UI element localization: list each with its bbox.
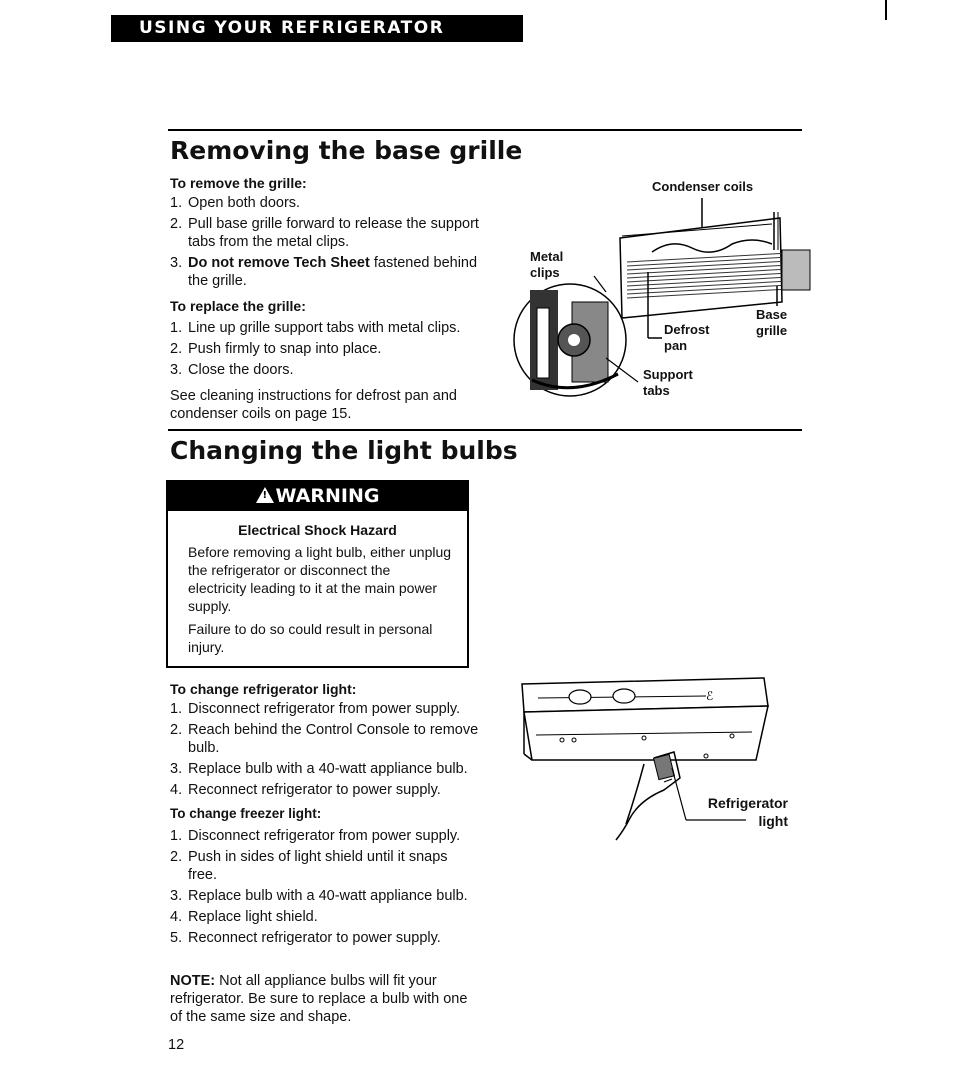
list-item: 4. Reconnect refrigerator to power supply. [170,782,441,798]
list-item: 1. Disconnect refrigerator from power supply. [170,828,461,844]
base-grille-label: Base grille [756,307,788,338]
condenser-coils-label: Condenser coils [652,179,754,194]
remove-grille-steps [170,194,500,293]
note-text: Not all appliance bulbs will fit your refrigerator. Be sure to replace a bulb with one of the same size and shape. [170,973,468,1025]
replace-grille-heading: To replace the grille: [170,298,306,314]
warning-text: Before removing a light bulb, either unplug the refrigerator or disconnect the electricity leading to it at the main power supply. [188,544,452,614]
warning-consequence: Failure to do so could result in personal injury. [188,621,433,655]
refrigerator-light-label: Refrigerator light [707,795,788,829]
warning-box [166,480,469,668]
page-edge-mark [885,0,887,20]
section-divider [168,129,802,131]
warning-triangle-icon: ! [256,487,274,503]
section-header: USING YOUR REFRIGERATOR [111,15,523,42]
defrost-pan-label: Defrost pan [664,322,710,353]
support-tabs-label: Support tabs [643,367,693,398]
list-item: 1. Line up grille support tabs with metal clips. [170,320,461,336]
list-item: 1. Disconnect refrigerator from power supply. [170,701,461,717]
list-item: 2. Pull base grille forward to release the support tabs from the metal clips. [170,216,479,250]
warning-heading: WARNING [275,485,380,507]
list-item: 3. Replace bulb with a 40-watt appliance bulb. [170,761,468,777]
cleaning-note: See cleaning instructions for defrost pan and condenser coils on page 15. [170,388,457,422]
list-item: 3. Do not remove Tech Sheet fastened behind the grille. [170,255,478,289]
list-item: 3. Replace bulb with a 40-watt appliance bulb. [170,888,468,904]
freezer-light-steps [170,827,480,950]
list-item: 4. Replace light shield. [170,909,318,925]
svg-text:ℰ: ℰ [706,689,714,703]
list-item: 5. Reconnect refrigerator to power supply. [170,930,441,946]
list-item: 3. Close the doors. [170,362,294,378]
fridge-light-heading: To change refrigerator light: [170,681,357,697]
metal-clips-label: Metal clips [530,249,564,280]
freezer-light-heading: To change freezer light: [170,806,322,821]
warning-header [168,482,467,511]
section-title-light-bulbs: Changing the light bulbs [170,436,518,465]
replace-grille-steps [170,319,500,382]
remove-grille-heading: To remove the grille: [170,175,307,191]
section-title-base-grille: Removing the base grille [170,136,523,165]
fridge-light-steps [170,700,490,802]
hazard-title: Electrical Shock Hazard [238,522,397,538]
bulb-note [170,972,470,1026]
list-item: 2. Push in sides of light shield until it snaps free. [170,849,448,883]
list-item: 2. Push firmly to snap into place. [170,341,382,357]
note-label: NOTE: [170,973,216,989]
list-item: 2. Reach behind the Control Console to remove bulb. [170,722,479,756]
section-divider [168,429,802,431]
page-number: 12 [168,1037,185,1053]
list-item: 1. Open both doors. [170,195,301,211]
